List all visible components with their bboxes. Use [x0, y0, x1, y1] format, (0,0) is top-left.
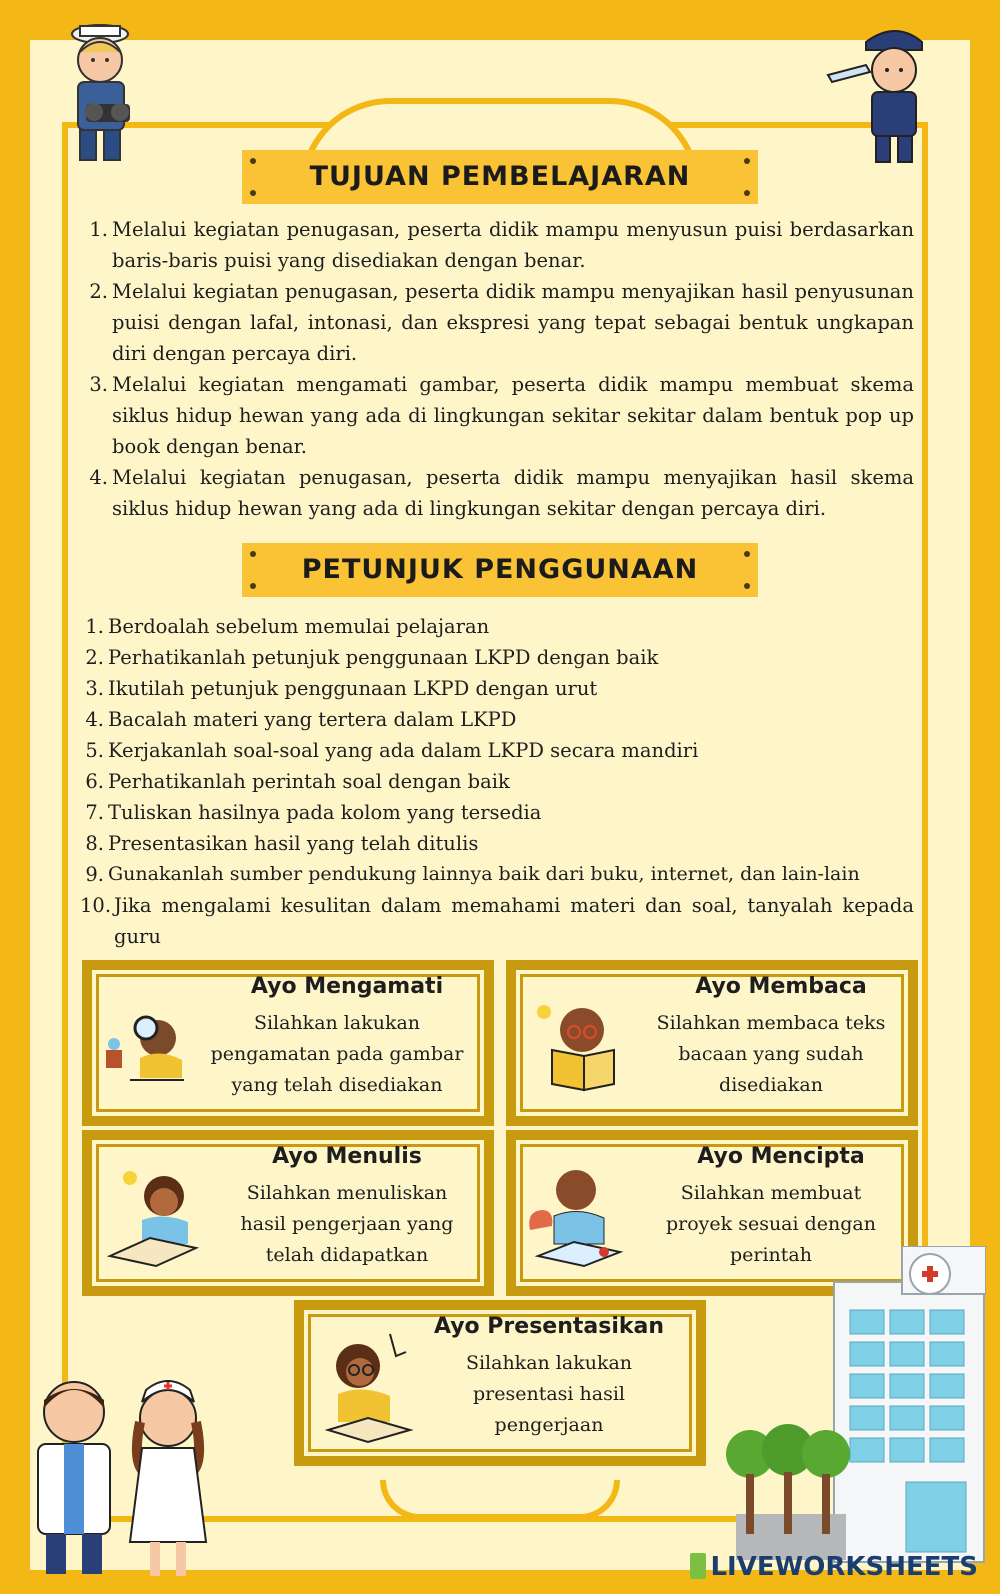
- list-item: [80, 611, 914, 642]
- list-item: [86, 462, 914, 524]
- title-dot: [250, 583, 256, 589]
- card-line: pengerjaan: [494, 1414, 604, 1436]
- section-title-tujuan: [242, 150, 758, 204]
- list-number: 8.: [85, 832, 104, 855]
- card-title: Ayo Membaca: [695, 974, 867, 999]
- watermark-logo: [690, 1552, 978, 1582]
- card-line: disediakan: [719, 1074, 823, 1096]
- card-line: pengamatan pada gambar: [210, 1043, 464, 1065]
- list-number: 4.: [85, 708, 104, 731]
- crafting-child-icon: [524, 1160, 624, 1270]
- card-line: Silahkan membaca teks: [656, 1012, 886, 1034]
- title-dot: [744, 551, 750, 557]
- tujuan-list: [86, 214, 914, 524]
- hospital-illustration: [716, 1246, 986, 1566]
- list-text: Melalui kegiatan mengamati gambar, peserta didik mampu membuat skema siklus hidup hewan yang ada di lingkungan sekitar sekitar dalam bentuk pop up book dengan benar.: [112, 373, 914, 458]
- card-title: Ayo Presentasikan: [433, 1314, 665, 1339]
- writing-child-icon: [102, 1160, 202, 1270]
- watermark-text: LIVEWORKSHEETS: [710, 1552, 978, 1582]
- list-text: Melalui kegiatan penugasan, peserta didik mampu menyusun puisi berdasarkan baris-baris puisi yang disediakan dengan benar.: [112, 218, 914, 272]
- pilot-illustration: [826, 20, 944, 165]
- title-dot: [250, 190, 256, 196]
- list-number: 3.: [85, 677, 104, 700]
- card-line: telah didapatkan: [265, 1244, 429, 1266]
- presenting-child-icon: [318, 1326, 418, 1446]
- list-number: 5.: [85, 739, 104, 762]
- doctor-nurse-illustration: [26, 1372, 216, 1582]
- card-line: presentasi hasil: [472, 1383, 626, 1405]
- list-text: Jika mengalami kesulitan dalam memahami materi dan soal, tanyalah kepada guru: [114, 894, 914, 948]
- list-item: [80, 890, 914, 952]
- list-text: Melalui kegiatan penugasan, peserta didik mampu menyajikan hasil skema siklus hidup hewan yang ada di lingkungan sekitar dengan percaya diri.: [112, 466, 914, 520]
- list-item: [80, 704, 914, 735]
- card-line: proyek sesuai dengan: [665, 1213, 876, 1235]
- section-title-text: TUJUAN PEMBELAJARAN: [309, 161, 691, 192]
- list-number: 10.: [80, 894, 112, 917]
- card-line: yang telah disediakan: [231, 1074, 443, 1096]
- list-text: Berdoalah sebelum memulai pelajaran: [108, 615, 490, 638]
- title-dot: [250, 158, 256, 164]
- list-text: Perhatikanlah perintah soal dengan baik: [108, 770, 510, 793]
- reading-child-icon: [524, 994, 624, 1094]
- card-description: [414, 1348, 684, 1441]
- list-text: Perhatikanlah petunjuk penggunaan LKPD dengan baik: [108, 646, 659, 669]
- title-dot: [250, 551, 256, 557]
- list-text: Gunakanlah sumber pendukung lainnya baik dari buku, internet, dan lain-lain: [108, 863, 860, 885]
- petunjuk-list: [80, 611, 914, 952]
- list-item: [80, 642, 914, 673]
- list-number: 1.: [85, 615, 104, 638]
- card-title: Ayo Mengamati: [250, 974, 444, 999]
- list-number: 6.: [85, 770, 104, 793]
- list-number: 2.: [85, 646, 104, 669]
- list-text: Ikutilah petunjuk penggunaan LKPD dengan urut: [108, 677, 598, 700]
- list-item: [80, 828, 914, 859]
- list-number: 7.: [85, 801, 104, 824]
- list-item: [86, 276, 914, 369]
- list-item: [86, 369, 914, 462]
- card-description: [636, 1008, 906, 1101]
- list-item: [80, 797, 914, 828]
- card-description: [192, 1008, 482, 1101]
- frame-arch-bottom: [380, 1480, 620, 1520]
- liveworksheets-logo-icon: [690, 1553, 706, 1579]
- card-line: perintah: [729, 1244, 812, 1266]
- list-text: Kerjakanlah soal-soal yang ada dalam LKPD secara mandiri: [108, 739, 699, 762]
- observing-child-icon: [100, 1000, 190, 1090]
- list-text: Melalui kegiatan penugasan, peserta didik mampu menyajikan hasil penyusunan puisi dengan lafal, intonasi, dan ekspresi yang tepat sebagai bentuk ungkapan diri dengan percaya diri.: [112, 280, 914, 365]
- list-item: [80, 673, 914, 704]
- card-line: Silahkan lakukan: [253, 1012, 421, 1034]
- title-dot: [744, 190, 750, 196]
- card-menulis: [82, 1130, 494, 1296]
- card-mengamati: [82, 960, 494, 1126]
- list-number: 9.: [85, 863, 104, 886]
- list-text: Bacalah materi yang tertera dalam LKPD: [108, 708, 517, 731]
- list-item: [86, 214, 914, 276]
- card-line: bacaan yang sudah: [678, 1043, 864, 1065]
- list-number: 4.: [89, 466, 108, 489]
- card-title: Ayo Menulis: [272, 1144, 422, 1169]
- card-line: hasil pengerjaan yang: [240, 1213, 454, 1235]
- list-item: [80, 766, 914, 797]
- card-title: Ayo Mencipta: [697, 1144, 865, 1169]
- card-line: Silahkan menuliskan: [246, 1182, 448, 1204]
- list-text: Presentasikan hasil yang telah ditulis: [108, 832, 479, 855]
- list-text: Tuliskan hasilnya pada kolom yang tersedia: [108, 801, 542, 824]
- card-line: Silahkan membuat: [680, 1182, 862, 1204]
- section-title-text: PETUNJUK PENGGUNAAN: [301, 554, 699, 585]
- list-item: [80, 735, 914, 766]
- title-dot: [744, 583, 750, 589]
- title-dot: [744, 158, 750, 164]
- list-number: 2.: [89, 280, 108, 303]
- list-item: [80, 859, 914, 890]
- sailor-illustration: [58, 12, 148, 167]
- card-membaca: [506, 960, 918, 1126]
- card-description: [212, 1178, 482, 1271]
- card-presentasikan: [294, 1300, 706, 1466]
- list-number: 3.: [89, 373, 108, 396]
- card-line: Silahkan lakukan: [465, 1352, 633, 1374]
- section-title-petunjuk: [242, 543, 758, 597]
- list-number: 1.: [89, 218, 108, 241]
